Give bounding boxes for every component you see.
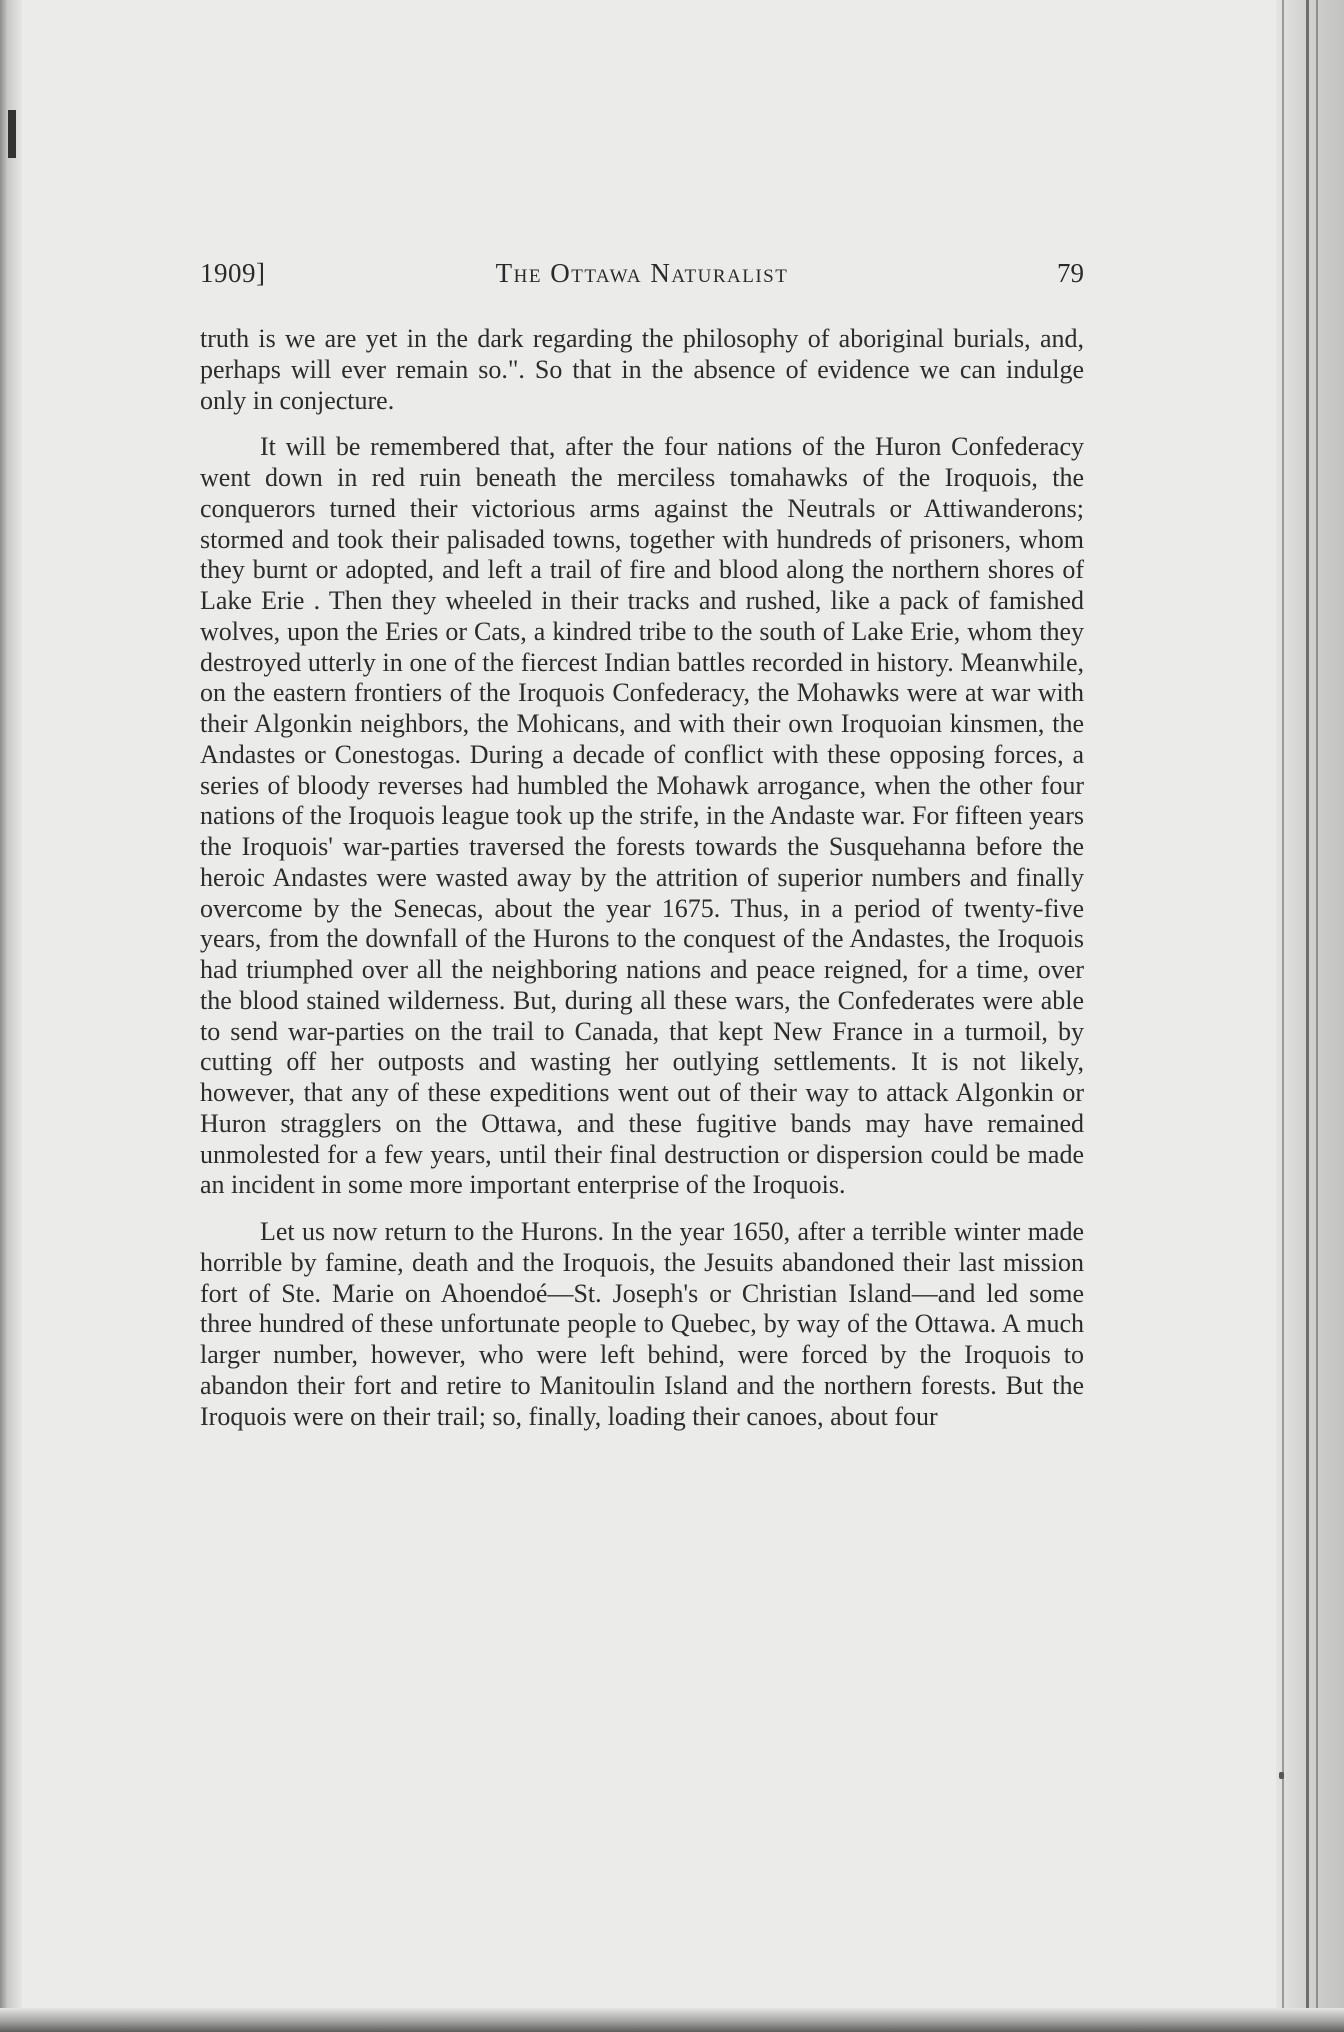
article-body	[200, 324, 1084, 1448]
paragraph: Let us now return to the Hurons. In the year 1650, after a terrible winter made horrible by famine, death and the Iroquois, the Jesuits abandoned their last mission fort of Ste. Marie on Ahoendoé—St. Joseph's or Christian Island—and led some three hundred of these unfortunate people to Quebec, by way of the Ottawa. A much larger number, however, who were left behind, were forced by the Iroquois to abandon their fort and retire to Manitoulin Island and the northern forests. But the Iroquois were on their trail; so, finally, loading their canoes, about four	[200, 1217, 1084, 1431]
bottom-page-edge	[0, 2008, 1344, 2032]
header-year: 1909]	[200, 258, 266, 288]
left-page-edge	[0, 0, 22, 2032]
journal-title: The Ottawa Naturalist	[495, 258, 789, 288]
right-edge-line	[1282, 0, 1284, 2032]
right-page-edge	[1276, 0, 1344, 2032]
scan-speck	[1279, 1772, 1284, 1779]
right-edge-line	[1316, 0, 1318, 2032]
page-number: 79	[1057, 258, 1084, 288]
paragraph: It will be remembered that, after the four nations of the Huron Confederacy went down in red ruin beneath the merciless tomahawks of the Iroquois, the conquerors turned their victorious arms against the Neutrals or Attiwanderons; stormed and took their palisaded towns, together with hundreds of prisoners, whom they burnt or adopted, and left a trail of fire and blood along the northern shores of Lake Erie . Then they wheeled in their tracks and rushed, like a pack of famished wolves, upon the Eries or Cats, a kindred tribe to the south of Lake Erie, whom they destroyed utterly in one of the fiercest Indian battles recorded in history. Meanwhile, on the eastern frontiers of the Iroquois Confederacy, the Mohawks were at war with their Algonkin neighbors, the Mohicans, and with their own Iroquoian kinsmen, the Andastes or Conestogas. During a decade of conflict with these opposing forces, a series of bloody reverses had humbled the Mohawk arrogance, when the other four nations of the Iroquois league took up the strife, in the Andaste war. For fifteen years the Iroquois' war-parties traversed the forests towards the Susquehanna before the heroic Andastes were wasted away by the attrition of superior numbers and finally overcome by the Senecas, about the year 1675. Thus, in a period of twenty-five years, from the downfall of the Hurons to the conquest of the Andastes, the Iroquois had triumphed over all the neighboring nations and peace reigned, for a time, over the blood stained wilderness. But, during all these wars, the Confederates were able to send war-parties on the trail to Canada, that kept New France in a turmoil, by cutting off her outposts and wasting her outlying settlements. It is not likely, however, that any of these expeditions went out of their way to attack Algonkin or Huron stragglers on the Ottawa, and these fugitive bands may have remained unmolested for a few years, until their final destruction or dispersion could be made an incident in some more important enterprise of the Iroquois.	[200, 432, 1084, 1200]
right-edge-line	[1306, 0, 1309, 2032]
binding-mark	[8, 110, 16, 158]
running-header	[200, 258, 1084, 298]
paragraph: truth is we are yet in the dark regarding the philosophy of aboriginal burials, and, perhaps will ever remain so.". So that in the absence of evidence we can indulge only in conjecture.	[200, 324, 1084, 415]
